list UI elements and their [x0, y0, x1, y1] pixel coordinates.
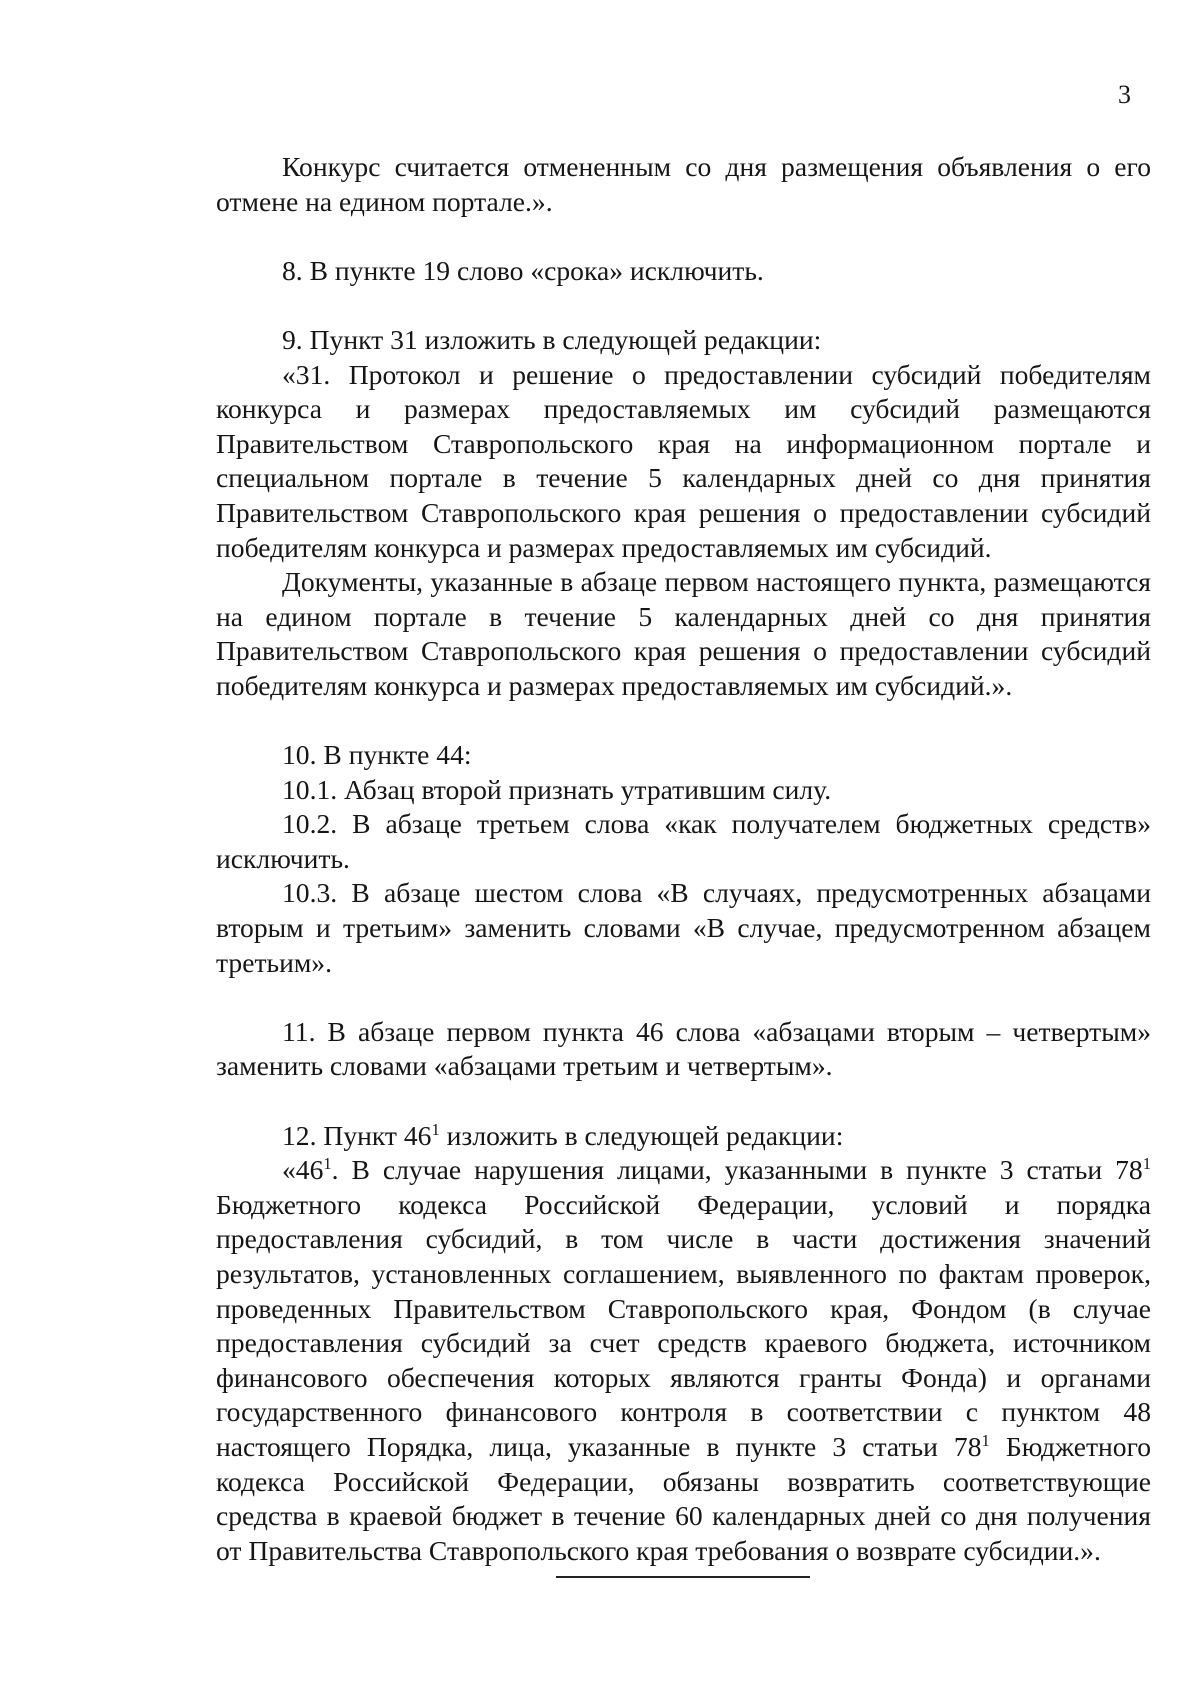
page-number: 3 [1118, 80, 1131, 109]
text-segment: «46 [282, 1154, 324, 1186]
text-segment: 12. Пункт 46 [282, 1119, 432, 1151]
paragraph-item-10: 10. В пункте 44: [282, 739, 472, 771]
text-segment: Бюджетного кодекса Российской Федерации, обязаны возвратить соответствующие средства в краевой бюджет в течение 60 календарных дней со дня получения от Правительства Ставропольского края требования о возврате субсидии.». [216, 1430, 1151, 1566]
paragraph-item-31-documents: Документы, указанные в абзаце первом настоящего пункта, размещаются на едином портале в течение 5 календарных дней со дня принятия Правительством Ставропольского края решения о предоставлении субсидий победителям конкурса и размерах предоставляемых им субсидий.». [216, 566, 1151, 701]
superscript: 1 [1142, 1154, 1151, 1174]
document-body [216, 150, 1151, 1568]
superscript: 1 [431, 1119, 440, 1139]
text-segment: изложить в следующей редакции: [439, 1119, 844, 1151]
text-segment: . В случае нарушения лицами, указанными в пункте 3 статьи 78 [331, 1154, 1143, 1186]
paragraph-item-9: 9. Пункт 31 изложить в следующей редакции: [282, 323, 822, 355]
end-of-text-rule [556, 1576, 810, 1578]
paragraph-item-10-2: 10.2. В абзаце третьем слова «как получателем бюджетных средств» исключить. [216, 808, 1151, 874]
paragraph-item-12 [216, 1119, 1151, 1154]
paragraph-item-8: 8. В пункте 19 слово «срока» исключить. [282, 254, 764, 286]
superscript: 1 [323, 1154, 332, 1174]
paragraph-item-10-3: 10.3. В абзаце шестом слова «В случаях, предусмотренных абзацами вторым и третьим» заменить словами «В случае, предусмотренном абзацем третьим». [216, 877, 1151, 978]
paragraph-item-10-1: 10.1. Абзац второй признать утратившим силу. [282, 773, 832, 805]
paragraph-item-46-1-text [216, 1153, 1151, 1568]
superscript: 1 [981, 1431, 990, 1451]
text-segment: Бюджетного кодекса Российской Федерации, условий и порядка предоставления субсидий, в том числе в части достижения значений результатов, установленных соглашением, выявленного по фактам проверок, проведенных Правительством Ставропольского края, Фондом (в случае предоставления субсидий за счет средств краевого бюджета, источником финансового обеспечения которых являются гранты Фонда) и органами государственного финансового контроля в соответствии с пунктом 48 настоящего Порядка, лица, указанные в пункте 3 статьи 78 [216, 1188, 1151, 1462]
paragraph-item-31-text: «31. Протокол и решение о предоставлении субсидий победителям конкурса и размерах предоставляемых им субсидий размещаются Правительством Ставропольского края на информационном портале и специальном портале в течение 5 календарных дней со дня принятия Правительством Ставропольского края решения о предоставлении субсидий победителям конкурса и размерах предоставляемых им субсидий. [216, 358, 1151, 563]
paragraph-contest-cancelled: Конкурс считается отмененным со дня размещения объявления о его отмене на едином портале.». [216, 151, 1151, 217]
paragraph-item-11: 11. В абзаце первом пункта 46 слова «абзацами вторым – четвертым» заменить словами «абзацами третьим и четвертым». [216, 1015, 1151, 1082]
